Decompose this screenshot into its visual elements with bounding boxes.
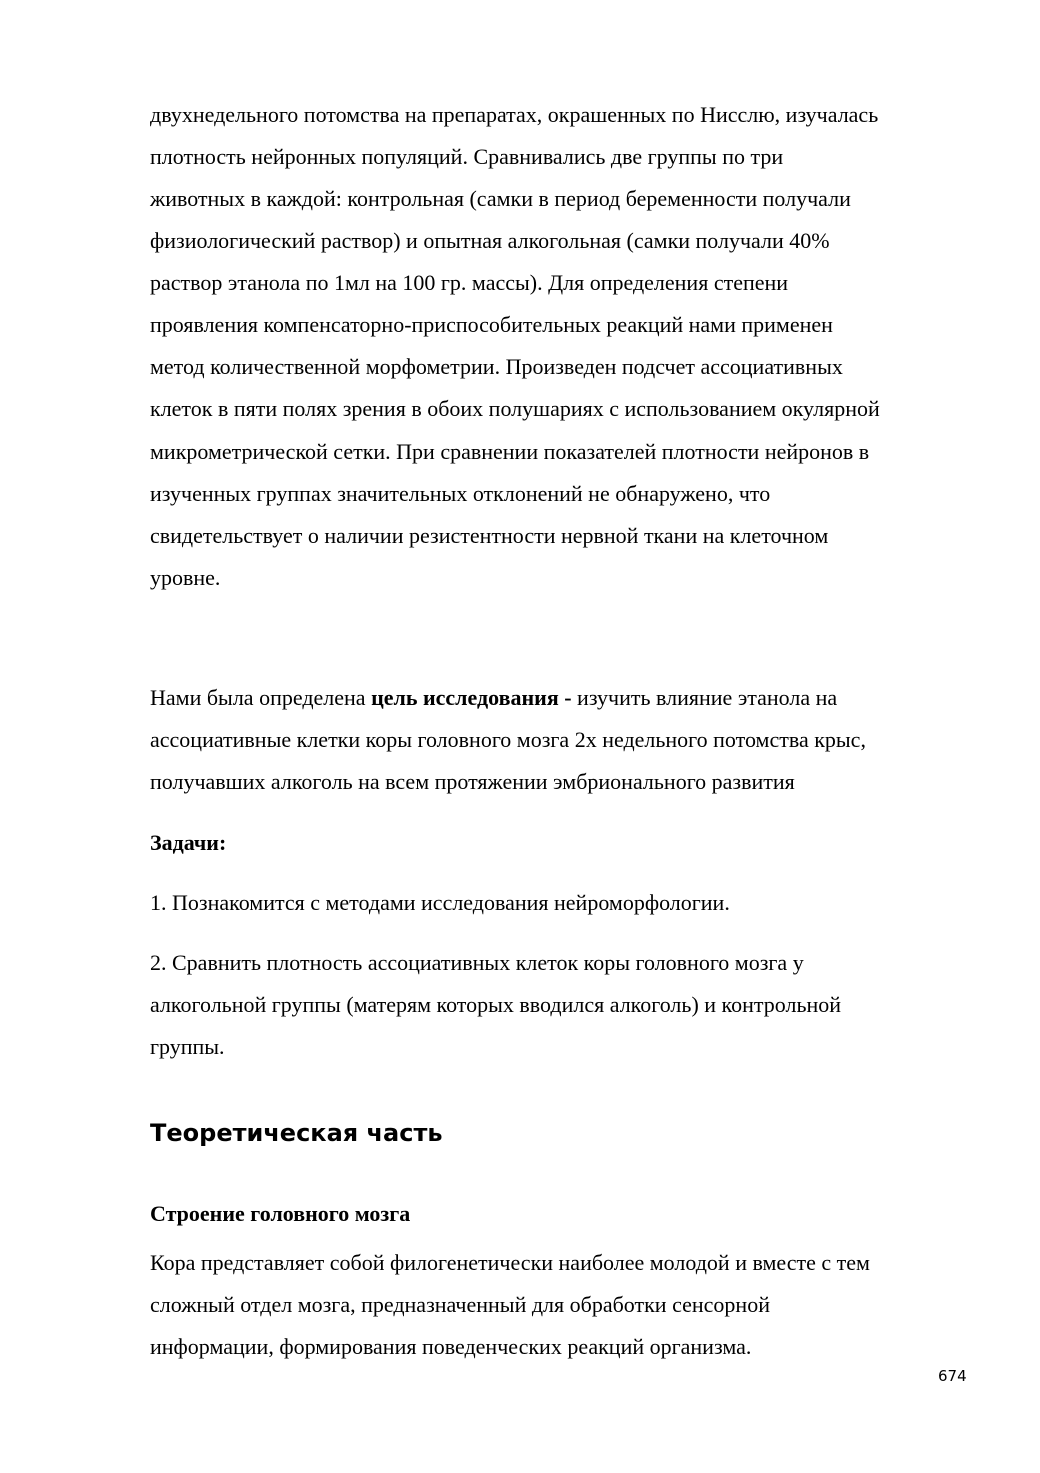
section-line: информации, формирования поведенческих реакций организма. [150,1334,752,1359]
task-item: алкогольной группы (матерям которых вводился алкоголь) и контрольной [150,992,842,1017]
section-line: Кора представляет собой филогенетически наиболее молодой и вместе с тем [150,1250,870,1275]
paragraph-line: уровне. [150,565,221,590]
paragraph-line: раствор этанола по 1мл на 100 гр. массы). Для определения степени [150,270,789,295]
paragraph-line: двухнедельного потомства на препаратах, окрашенных по Нисслю, изучалась [150,102,879,127]
page-number: 674 [938,1367,967,1385]
section-heading: Теоретическая часть [150,1119,443,1147]
goal-suffix: изучить влияние этанола на [571,685,838,710]
task-item: 2. Сравнить плотность ассоциативных клеток коры головного мозга у [150,950,804,975]
goal-prefix: Нами была определена [150,685,372,710]
goal-line [150,685,837,711]
section-subheading: Строение головного мозга [150,1201,411,1226]
paragraph-line: животных в каждой: контрольная (самки в период беременности получали [150,186,851,211]
tasks-label: Задачи: [150,830,227,855]
goal-line: ассоциативные клетки коры головного мозга 2х недельного потомства крыс, [150,727,866,752]
paragraph-line: метод количественной морфометрии. Произведен подсчет ассоциативных [150,354,843,379]
paragraph-line: микрометрической сетки. При сравнении показателей плотности нейронов в [150,439,870,464]
task-item: группы. [150,1034,225,1059]
goal-line: получавших алкоголь на всем протяжении эмбрионального развития [150,769,795,794]
task-item: 1. Познакомится с методами исследования нейроморфологии. [150,890,730,915]
paragraph-line: плотность нейронных популяций. Сравнивались две группы по три [150,144,784,169]
paragraph-line: физиологический раствор) и опытная алкогольная (самки получали 40% [150,228,830,253]
section-line: сложный отдел мозга, предназначенный для обработки сенсорной [150,1292,770,1317]
document-page [150,0,970,1473]
goal-bold: цель исследования - [371,685,572,710]
paragraph-line: изученных группах значительных отклонений не обнаружено, что [150,481,771,506]
paragraph-line: клеток в пяти полях зрения в обоих полушариях с использованием окулярной [150,396,880,421]
paragraph-line: проявления компенсаторно-приспособительных реакций нами применен [150,312,833,337]
paragraph-line: свидетельствует о наличии резистентности нервной ткани на клеточном [150,523,829,548]
